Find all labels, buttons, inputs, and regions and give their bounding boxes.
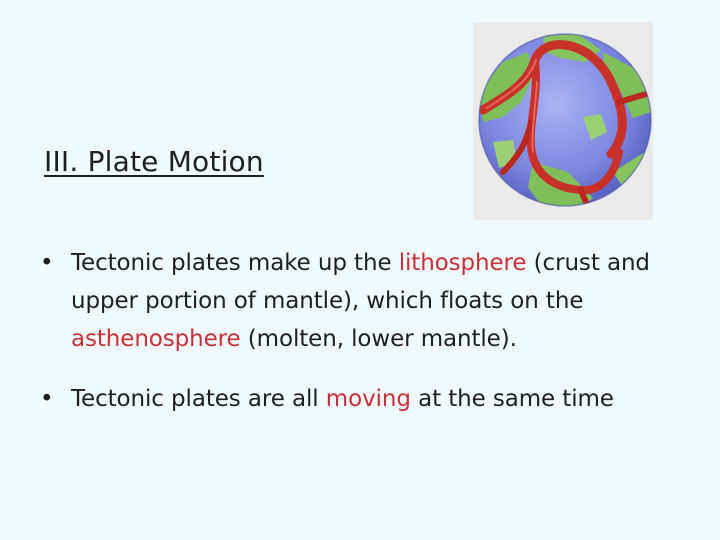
- earth-plates-image: [473, 22, 653, 220]
- slide-title: III. Plate Motion: [44, 145, 264, 178]
- bullet-marker: •: [40, 386, 54, 412]
- bullet-list: [0, 244, 720, 418]
- bullet-text: at the same time: [410, 386, 614, 412]
- bullet-text: (crust and upper portion of mantle), which floats on the: [71, 250, 650, 314]
- bullet-text: Tectonic plates are all: [71, 386, 326, 412]
- highlight-term: asthenosphere: [71, 326, 241, 352]
- bullet-item: [0, 380, 691, 418]
- bullet-text: Tectonic plates make up the: [71, 250, 399, 276]
- bullet-text: (molten, lower mantle).: [240, 326, 517, 352]
- highlight-term: moving: [325, 386, 411, 412]
- highlight-term: lithosphere: [398, 250, 527, 276]
- bullet-marker: •: [40, 250, 54, 276]
- bullet-item: [0, 244, 691, 358]
- globe-icon: [473, 22, 653, 220]
